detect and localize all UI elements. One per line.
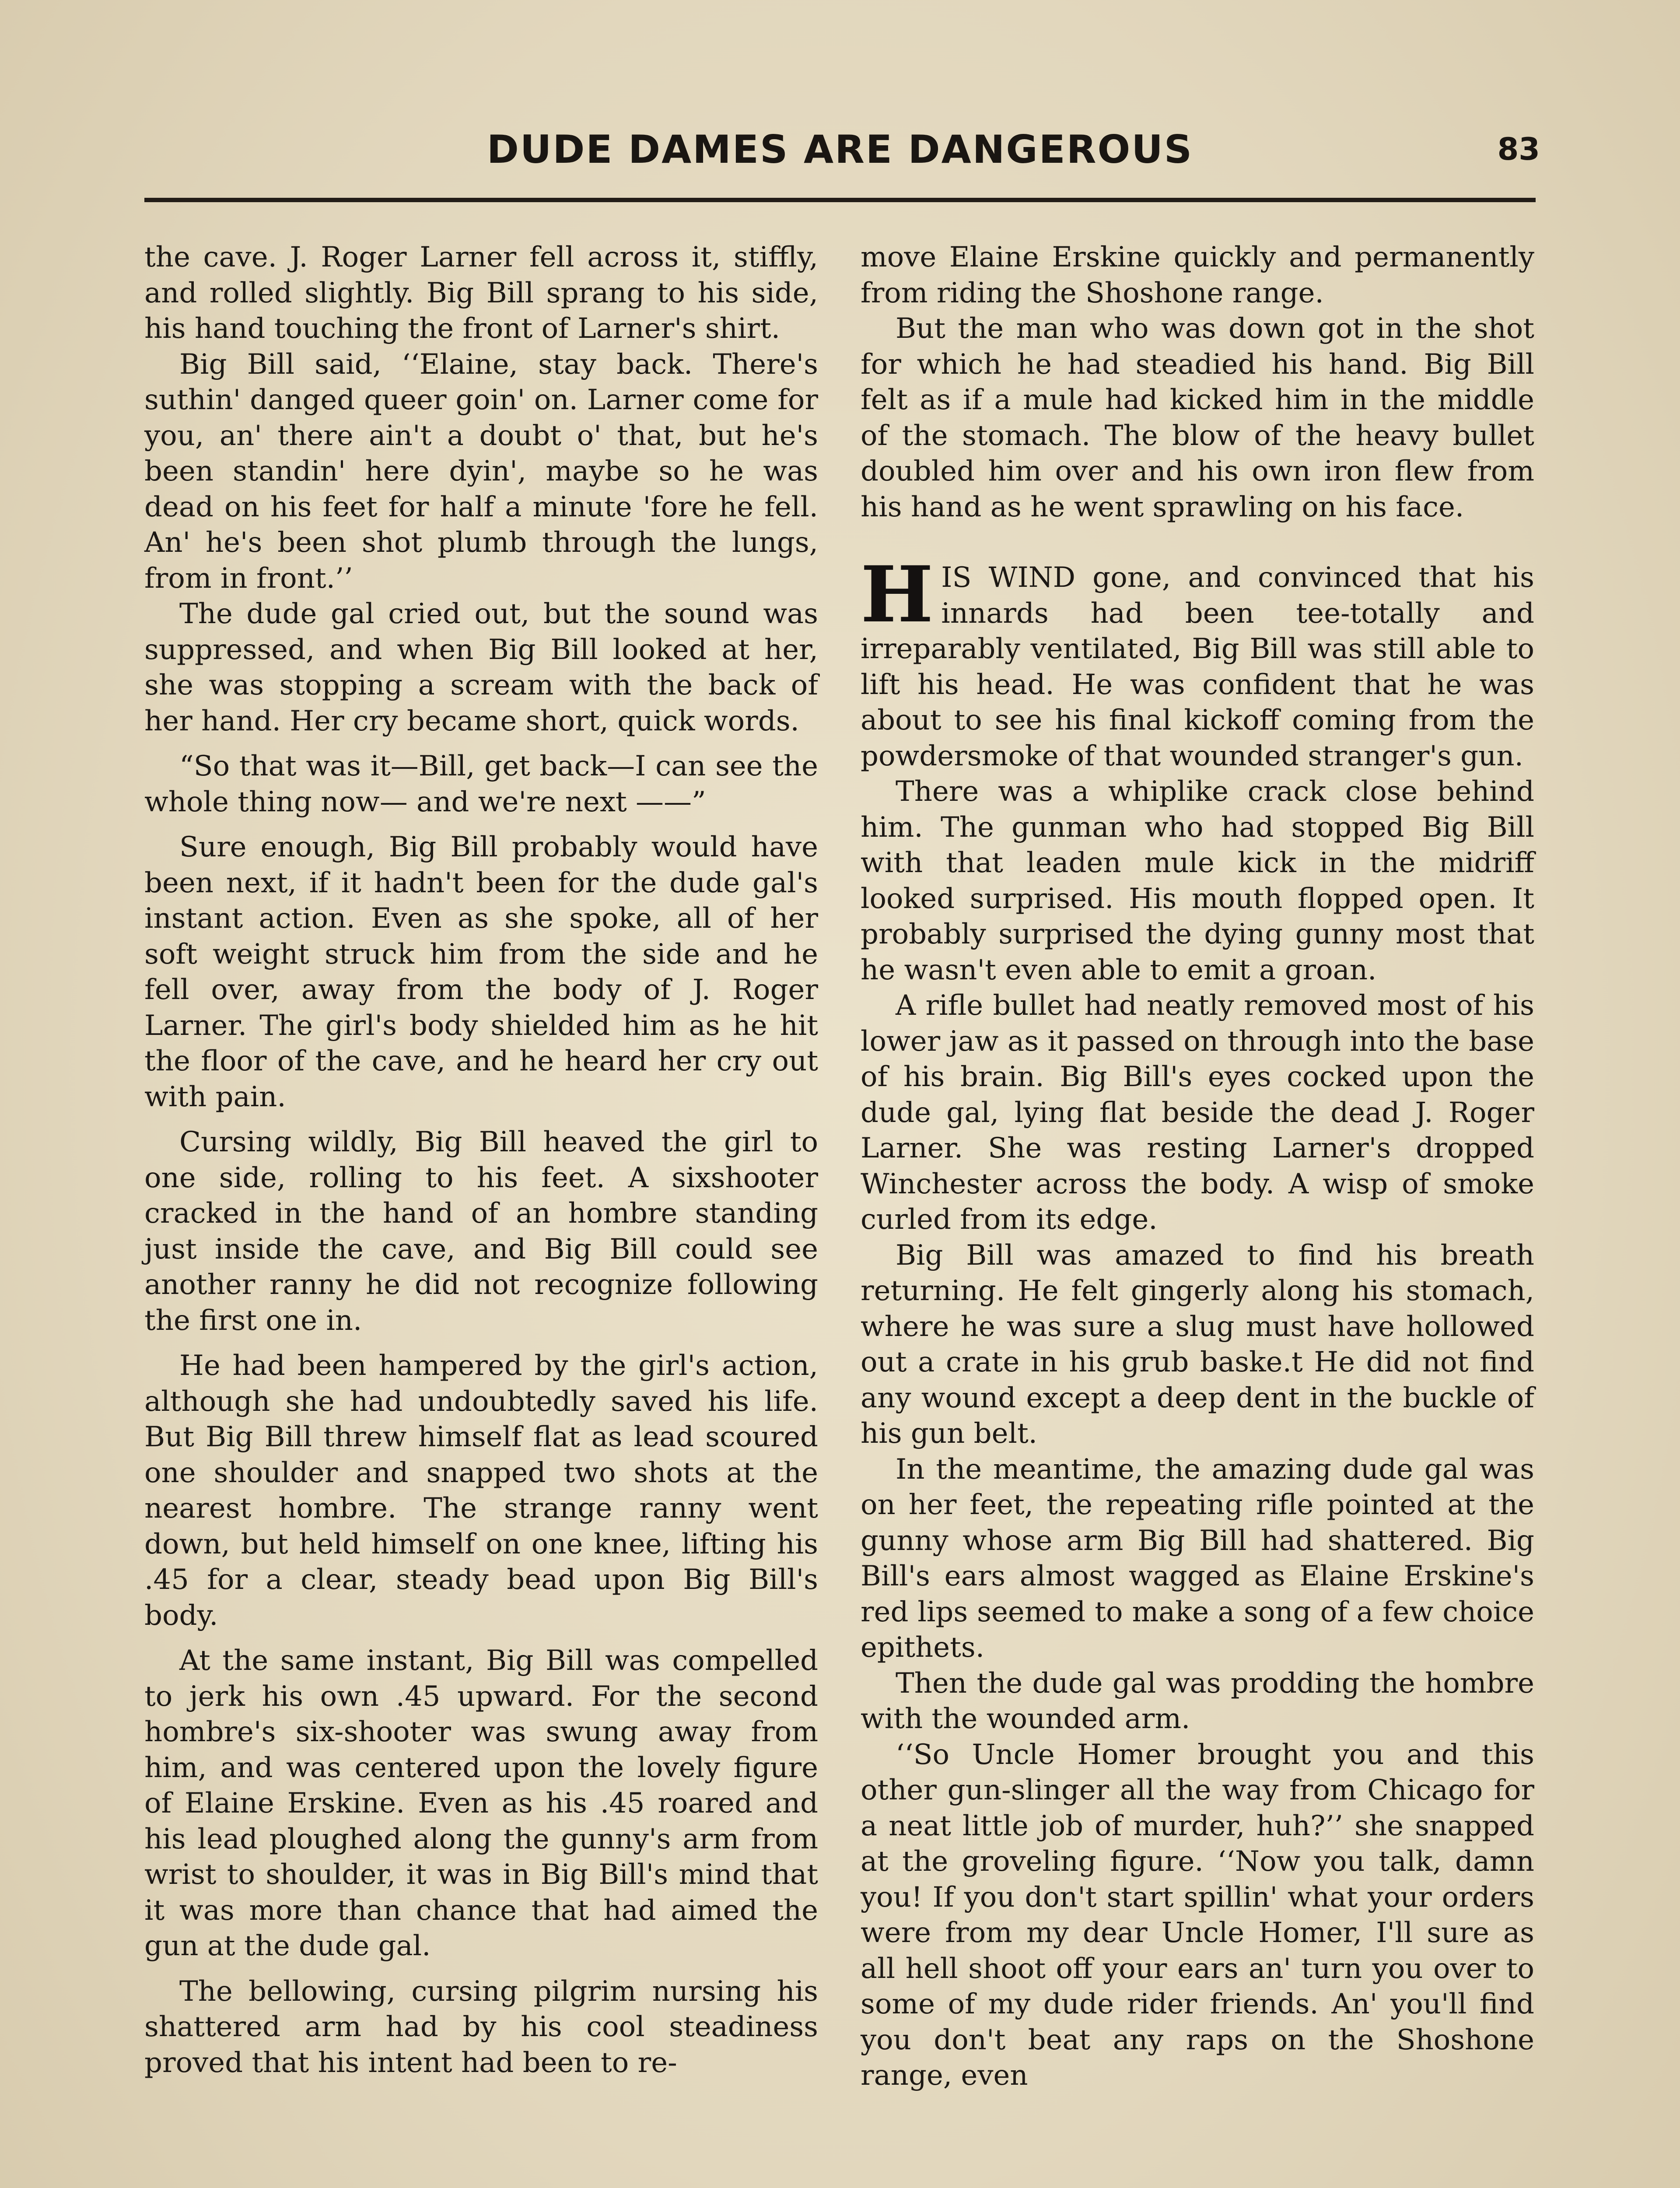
dropcap-paragraph-text: IS WIND gone, and convinced that his innards had been tee-totally and irreparably ventilated, Big Bill was still able to lift his head. He was confident that he was about to see his final kickoff coming from the powdersmoke of that wounded stranger's gun.	[861, 561, 1534, 772]
left-column	[144, 240, 818, 2081]
paragraph: “So that was it—Bill, get back—I can see the whole thing now— and we're next ——”	[144, 750, 818, 818]
paragraph: Big Bill said, ‘‘Elaine, stay back. There's suthin' danged queer goin' on. Larner come for you, an' there ain't a doubt o' that, but he's been standin' here dyin', maybe so he was dead on his feet for half a minute 'fore he fell. An' he's been shot plumb through the lungs, from in front.’’	[144, 348, 818, 595]
drop-cap: H	[861, 549, 934, 640]
paragraph: The dude gal cried out, but the sound was suppressed, and when Big Bill looked at her, she was stopping a scream with the back of her hand. Her cry became short, quick words.	[144, 598, 818, 737]
paragraph: ‘‘So Uncle Homer brought you and this other gun-slinger all the way from Chicago for a neat little job of murder, huh?’’ she snapped at the groveling figure. ‘‘Now you talk, damn you! If you don't start spillin' what your orders were from my dear Uncle Homer, I'll sure as all hell shoot off your ears an' turn you over to some of my dude rider friends. An' you'll find you don't beat any raps on the Shoshone range, even	[861, 1738, 1534, 2092]
running-title: DUDE DAMES ARE DANGEROUS	[486, 127, 1194, 172]
paragraph: There was a whiplike crack close behind him. The gunman who had stopped Big Bill with that leaden mule kick in the midriff looked surprised. His mouth flopped open. It probably surprised the dying gunny most that he wasn't even able to emit a groan.	[861, 775, 1534, 986]
paragraph: A rifle bullet had neatly removed most of his lower jaw as it passed on through into the base of his brain. Big Bill's eyes cocked upon the dude gal, lying flat beside the dead J. Roger Larner. She was resting Larner's dropped Winchester across the body. A wisp of smoke curled from its edge.	[861, 989, 1534, 1236]
header-rule	[144, 198, 1536, 202]
paragraph: Cursing wildly, Big Bill heaved the girl to one side, rolling to his feet. A sixshooter cracked in the hand of an hombre standing just inside the cave, and Big Bill could see another ranny he did not recognize following the first one in.	[144, 1126, 818, 1337]
paragraph: But the man who was down got in the shot for which he had steadied his hand. Big Bill felt as if a mule had kicked him in the middle of the stomach. The blow of the heavy bullet doubled him over and his own iron flew from his hand as he went sprawling on his face.	[861, 312, 1534, 523]
paragraph: Sure enough, Big Bill probably would have been next, if it hadn't been for the dude gal's instant action. Even as she spoke, all of her soft weight struck him from the side and he fell over, away from the body of J. Roger Larner. The girl's body shielded him as he hit the floor of the cave, and he heard her cry out with pain.	[144, 831, 818, 1113]
paragraph: Big Bill was amazed to find his breath returning. He felt gingerly along his stomach, where he was sure a slug must have hollowed out a crate in his grub baske.t He did not find any wound except a deep dent in the buckle of his gun belt.	[861, 1239, 1534, 1450]
paragraph: The bellowing, cursing pilgrim nursing his shattered arm had by his cool steadiness proved that his intent had been to re-	[144, 1975, 818, 2079]
paragraph: Then the dude gal was prodding the hombre with the wounded arm.	[861, 1667, 1534, 1735]
paragraph: At the same instant, Big Bill was compelled to jerk his own .45 upward. For the second hombre's six-shooter was swung away from him, and was centered upon the lovely figure of Elaine Erskine. Even as his .45 roared and his lead ploughed along the gunny's arm from wrist to shoulder, it was in Big Bill's mind that it was more than chance that had aimed the gun at the dude gal.	[144, 1645, 818, 1962]
paragraph: In the meantime, the amazing dude gal was on her feet, the repeating rifle pointed at the gunny whose arm Big Bill had shattered. Big Bill's ears almost wagged as Elaine Erskine's red lips seemed to make a song of a few choice epithets.	[861, 1453, 1534, 1664]
page-number: 83	[1497, 131, 1540, 167]
section-break	[861, 525, 1534, 560]
dropcap-paragraph	[861, 549, 1534, 774]
paragraph: He had been hampered by the girl's action, although she had undoubtedly saved his life. But Big Bill threw himself flat as lead scoured one shoulder and snapped two shots at the nearest hombre. The strange ranny went down, but held himself on one knee, lifting his .45 for a clear, steady bead upon Big Bill's body.	[144, 1350, 818, 1632]
paragraph: move Elaine Erskine quickly and permanently from riding the Shoshone range.	[861, 241, 1534, 309]
right-column	[861, 240, 1534, 2094]
paragraph: the cave. J. Roger Larner fell across it, stiffly, and rolled slightly. Big Bill sprang to his side, his hand touching the front of Larner's shirt.	[144, 241, 818, 345]
